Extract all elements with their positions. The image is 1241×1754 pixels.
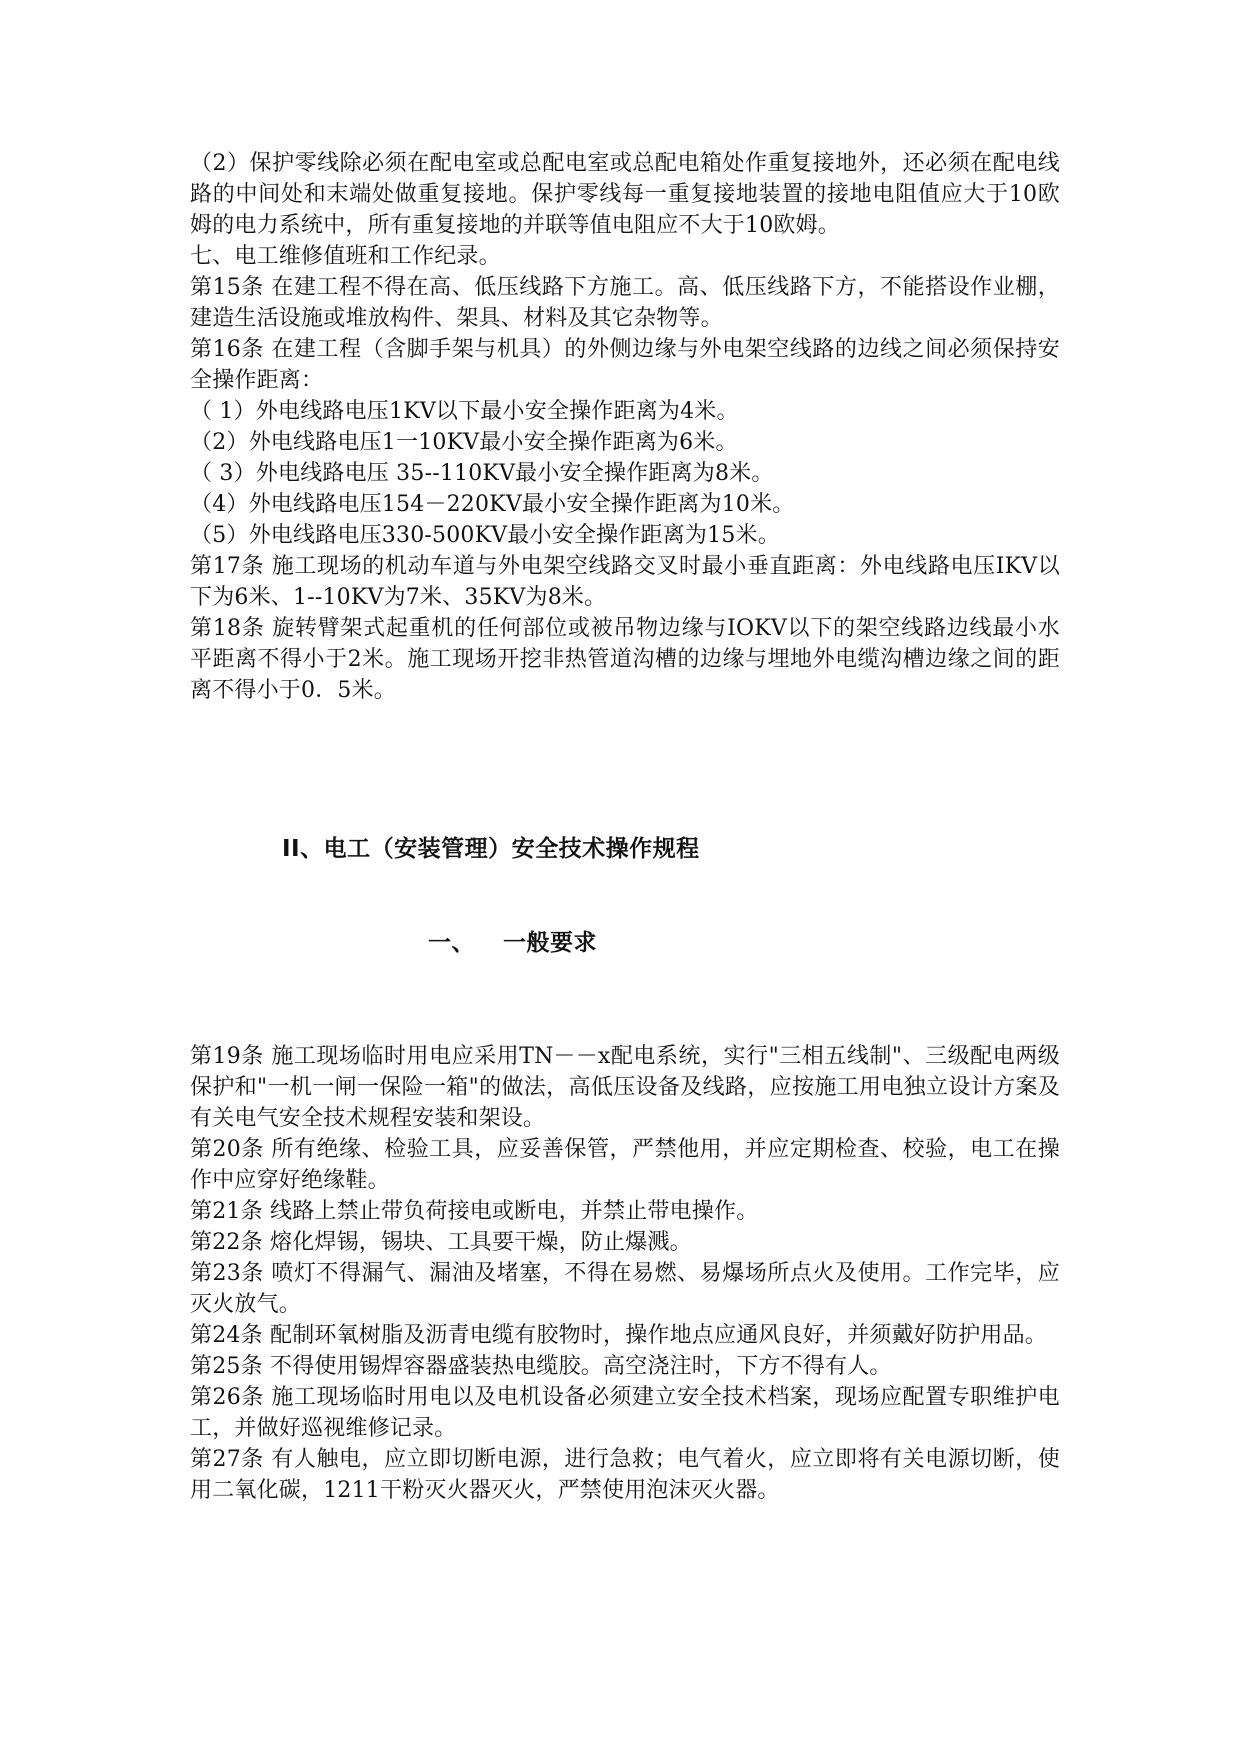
paragraph: 第15条 在建工程不得在高、低压线路下方施工。高、低压线路下方，不能搭设作业棚，建造生活设施或堆放构件、架具、材料及其它杂物等。 [190,275,1060,331]
paragraph: （2）保护零线除必须在配电室或总配电室或总配电箱处作重复接地外，还必须在配电线路的中间处和末端处做重复接地。保护零线每一重复接地装置的接地电阻值应大于10欧姆的电力系统中，所有重复接地的并联等值电阻应不大于10欧姆。 [190,151,1060,238]
paragraph: 第17条 施工现场的机动车道与外电架空线路交叉时最小垂直距离：外电线路电压IKV以下为6米、1--10KV为7米、35KV为8米。 [190,554,1060,610]
paragraph: 第19条 施工现场临时用电应采用TN－－x配电系统，实行"三相五线制"、三级配电两级保护和"一机一闸一保险一箱"的做法，高低压设备及线路，应按施工用电独立设计方案及有关电气安全技术规程安装和架设。 [190,1044,1060,1131]
paragraph: 七、电工维修值班和工作纪录。 [190,244,501,269]
paragraph: 第24条 配制环氧树脂及沥青电缆有胶物时，操作地点应通风良好，并须戴好防护用品。 [190,1323,1047,1348]
section-heading: II、电工（安装管理）安全技术操作规程 [282,836,700,862]
list-item: （5）外电线路电压330-500KV最小安全操作距离为15米。 [190,523,780,548]
paragraph: 第27条 有人触电，应立即切断电源，进行急救；电气着火，应立即将有关电源切断，使用二氧化碳，1211干粉灭火器灭火，严禁使用泡沫灭火器。 [190,1447,1060,1503]
paragraph: 第18条 旋转臂架式起重机的任何部位或被吊物边缘与IOKV以下的架空线路边线最小水平距离不得小于2米。施工现场开挖非热管道沟槽的边缘与埋地外电缆沟槽边缘之间的距离不得小于0．5米。 [190,616,1060,703]
subsection-heading [428,924,597,957]
list-item: （2）外电线路电压1一10KV最小安全操作距离为6米。 [190,430,738,455]
top-text-section [190,148,1060,706]
list-item: （ 3）外电线路电压 35--110KV最小安全操作距离为8米。 [190,461,774,486]
paragraph: 第25条 不得使用锡焊容器盛装热电缆胶。高空浇注时，下方不得有人。 [190,1354,892,1379]
subsection-number: 一、 [428,930,475,956]
bottom-text-section [190,1041,1060,1506]
paragraph: 第26条 施工现场临时用电以及电机设备必须建立安全技术档案，现场应配置专职维护电工，并做好巡视维修记录。 [190,1385,1060,1441]
paragraph: 第20条 所有绝缘、检验工具，应妥善保管，严禁他用，并应定期检查、校验，电工在操作中应穿好绝缘鞋。 [190,1137,1060,1193]
list-item: （4）外电线路电压154－220KV最小安全操作距离为10米。 [190,492,795,517]
list-item: （ 1）外电线路电压1KV以下最小安全操作距离为4米。 [190,399,739,424]
paragraph: 第16条 在建工程（含脚手架与机具）的外侧边缘与外电架空线路的边线之间必须保持安全操作距离： [190,337,1060,393]
paragraph: 第23条 喷灯不得漏气、漏油及堵塞，不得在易燃、易爆场所点火及使用。工作完毕，应灭火放气。 [190,1261,1060,1317]
subsection-title: 一般要求 [503,930,597,956]
paragraph: 第22条 熔化焊锡，锡块、工具要干燥，防止爆溅。 [190,1230,692,1255]
paragraph: 第21条 线路上禁止带负荷接电或断电，并禁止带电操作。 [190,1199,759,1224]
